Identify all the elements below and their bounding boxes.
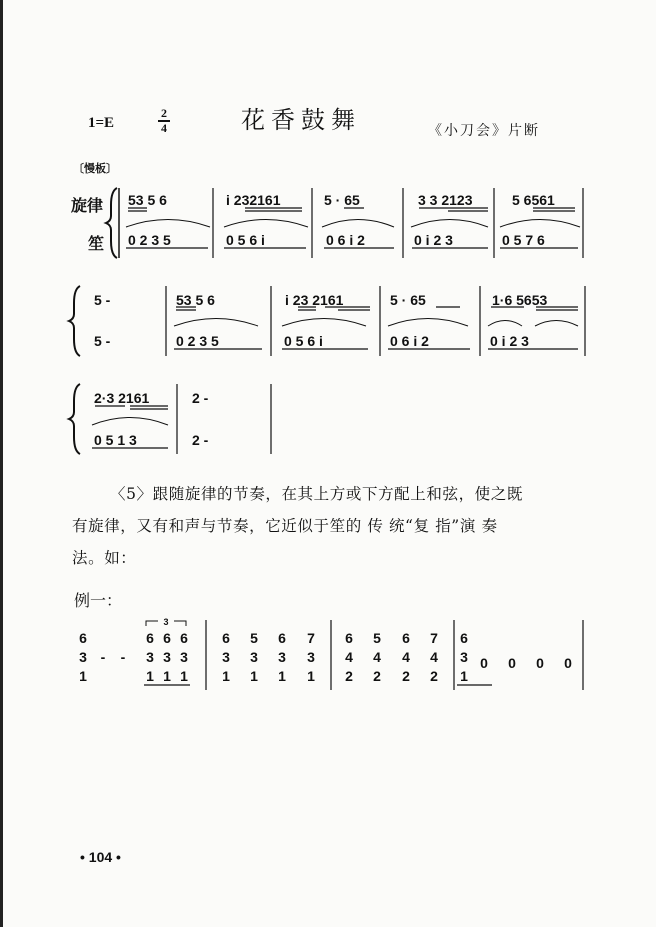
sheng-measure: 0 i 2 3 bbox=[490, 333, 529, 349]
melody-measure: 2·3 2161 bbox=[94, 390, 150, 406]
system3-brace bbox=[69, 384, 80, 454]
note: 5 bbox=[250, 630, 258, 646]
note: 1 bbox=[79, 668, 87, 684]
system1-notes bbox=[128, 192, 555, 248]
melody-measure: 2 - bbox=[192, 390, 209, 406]
melody-measure: 5 · 65 bbox=[324, 192, 360, 208]
note: 1 bbox=[278, 668, 286, 684]
note: 6 bbox=[345, 630, 353, 646]
melody-measure: 5 · 65 bbox=[390, 292, 426, 308]
note: 3 bbox=[222, 649, 230, 665]
note: 3 bbox=[146, 649, 154, 665]
dash: - bbox=[100, 649, 106, 665]
melody-measure: 1·6 5653 bbox=[492, 292, 548, 308]
sheng-measure: 0 6 i 2 bbox=[390, 333, 429, 349]
note: 6 bbox=[146, 630, 154, 646]
note: 3 bbox=[163, 649, 171, 665]
rest: 0 bbox=[508, 655, 516, 671]
melody-measure: 5 - bbox=[94, 292, 111, 308]
note: 6 bbox=[460, 630, 468, 646]
sheng-part-label: 笙 bbox=[88, 234, 105, 253]
sheng-measure: 0 5 6 i bbox=[284, 333, 323, 349]
rest: 0 bbox=[564, 655, 572, 671]
example-label: 例一： bbox=[74, 591, 123, 610]
paragraph-line: 法。如： bbox=[72, 549, 137, 567]
system2-brace bbox=[69, 286, 80, 356]
note: 6 bbox=[278, 630, 286, 646]
melody-part-label: 旋律 bbox=[71, 196, 104, 215]
dash: - bbox=[120, 649, 126, 665]
tempo-marking: 〔慢板〕 bbox=[73, 162, 117, 175]
piece-title: 花香鼓舞 bbox=[241, 106, 361, 134]
melody-measure: 3 3 2123 bbox=[418, 192, 473, 208]
note: 7 bbox=[307, 630, 315, 646]
note: 4 bbox=[345, 649, 353, 665]
paragraph-line: 〈5〉跟随旋律的节奏，在其上方或下方配上和弦，使之既 bbox=[110, 485, 523, 503]
note: 3 bbox=[460, 649, 468, 665]
melody-measure: i 232161 bbox=[226, 192, 281, 208]
sheng-measure: 0 5 1 3 bbox=[94, 432, 137, 448]
sheng-measure: 5 - bbox=[94, 333, 111, 349]
time-numerator: 2 bbox=[161, 106, 167, 120]
rest: 0 bbox=[536, 655, 544, 671]
note: 3 bbox=[307, 649, 315, 665]
system1-brace bbox=[106, 188, 117, 258]
note: 1 bbox=[180, 668, 188, 684]
melody-measure: 53 5 6 bbox=[176, 292, 215, 308]
note: 2 bbox=[373, 668, 381, 684]
time-denominator: 4 bbox=[161, 120, 167, 135]
sheng-measure: 0 i 2 3 bbox=[414, 232, 453, 248]
melody-measure: i 23 2161 bbox=[285, 292, 344, 308]
page-number: • 104 • bbox=[80, 849, 121, 865]
note: 6 bbox=[402, 630, 410, 646]
note: 3 bbox=[79, 649, 87, 665]
sheng-measure: 0 5 7 6 bbox=[502, 232, 545, 248]
note: 6 bbox=[222, 630, 230, 646]
note: 3 bbox=[250, 649, 258, 665]
note: 6 bbox=[79, 630, 87, 646]
note: 1 bbox=[222, 668, 230, 684]
sheng-measure: 0 2 3 5 bbox=[176, 333, 219, 349]
sheng-measure: 2 - bbox=[192, 432, 209, 448]
note: 6 bbox=[163, 630, 171, 646]
note: 1 bbox=[250, 668, 258, 684]
source-note: 《小刀会》片断 bbox=[428, 123, 540, 139]
note: 4 bbox=[402, 649, 410, 665]
note: 4 bbox=[430, 649, 438, 665]
paragraph-line: 有旋律，又有和声与节奏，它近似于笙的 传 统“复 指”演 奏 bbox=[72, 517, 498, 535]
note: 1 bbox=[146, 668, 154, 684]
note: 2 bbox=[402, 668, 410, 684]
melody-measure: 5 6561 bbox=[512, 192, 555, 208]
note: 4 bbox=[373, 649, 381, 665]
note: 1 bbox=[163, 668, 171, 684]
sheng-measure: 0 2 3 5 bbox=[128, 232, 171, 248]
note: 2 bbox=[430, 668, 438, 684]
note: 7 bbox=[430, 630, 438, 646]
note: 6 bbox=[180, 630, 188, 646]
example-notes bbox=[79, 617, 572, 684]
rest: 0 bbox=[480, 655, 488, 671]
note: 1 bbox=[460, 668, 468, 684]
sheng-measure: 0 6 i 2 bbox=[326, 232, 365, 248]
note: 3 bbox=[278, 649, 286, 665]
triplet-number: 3 bbox=[163, 617, 169, 627]
note: 2 bbox=[345, 668, 353, 684]
note: 3 bbox=[180, 649, 188, 665]
key-signature: 1=E bbox=[88, 115, 115, 131]
note: 1 bbox=[307, 668, 315, 684]
melody-measure: 53 5 6 bbox=[128, 192, 167, 208]
note: 5 bbox=[373, 630, 381, 646]
sheng-measure: 0 5 6 i bbox=[226, 232, 265, 248]
